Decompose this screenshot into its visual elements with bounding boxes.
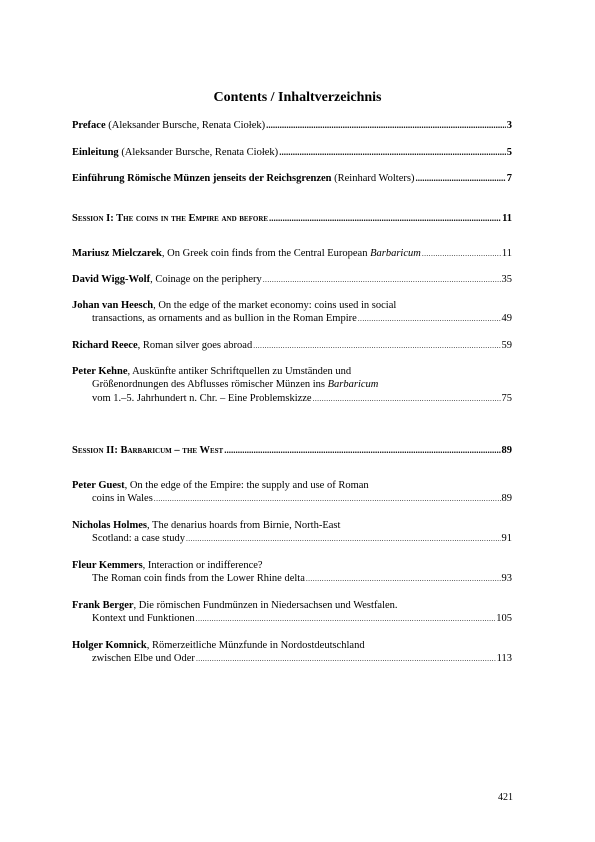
entry-title-continued: Kontext und Funktionen: [92, 613, 195, 625]
dot-leader: [266, 119, 506, 132]
dot-leader: [196, 652, 496, 665]
dot-leader: [196, 612, 496, 625]
entry-title: , On the edge of the Empire: the supply and use of Roman: [124, 480, 369, 491]
entry-title: , Auskünfte antiker Schriftquellen zu Umständen und: [127, 366, 352, 377]
entry-title-continued: transactions, as ornaments and as bullion in the Roman Empire: [92, 313, 357, 325]
dot-leader: [422, 247, 501, 260]
entry-title: Preface: [72, 120, 106, 131]
entry-authors: (Aleksander Bursche, Renata Ciołek): [118, 147, 279, 158]
page-ref: 3: [506, 120, 512, 131]
dot-leader: [224, 444, 500, 457]
dot-leader: [154, 492, 501, 505]
page-ref: 91: [501, 533, 512, 545]
page-ref: 89: [501, 493, 512, 505]
toc-entry[interactable]: [72, 339, 512, 352]
toc-entry[interactable]: [72, 519, 512, 546]
entry-title-italic: Barbaricum: [327, 379, 379, 391]
entry-title-continued: zwischen Elbe und Oder: [92, 653, 195, 665]
page-ref: 11: [502, 213, 512, 224]
page-title: Contents / Inhaltverzeichnis: [213, 90, 382, 105]
entry-title: , On the edge of the market economy: coins used in social: [153, 300, 397, 311]
entry-title-continued: The Roman coin finds from the Lower Rhine delta: [92, 573, 305, 585]
toc-entry[interactable]: [72, 273, 512, 286]
entry-title: , Die römischen Fundmünzen in Niedersachsen und Westfalen.: [133, 600, 398, 611]
toc-entry[interactable]: [72, 299, 512, 326]
entry-author: Richard Reece: [72, 340, 138, 351]
toc-entry[interactable]: [72, 599, 512, 626]
page-ref: 35: [501, 274, 512, 285]
page-ref: 7: [506, 173, 512, 184]
page-ref: 49: [501, 313, 512, 325]
toc-entry[interactable]: [72, 247, 512, 260]
dot-leader: [415, 172, 505, 185]
dot-leader: [269, 212, 501, 225]
entry-author: Peter Guest: [72, 480, 125, 491]
entry-title: , Römerzeitliche Münzfunde in Nordostdeutschland: [146, 640, 365, 651]
entry-author: Fleur Kemmers: [72, 560, 143, 571]
session-label: Session I: The coins in the Empire and before: [72, 213, 269, 224]
dot-leader: [313, 392, 501, 405]
entry-authors: (Aleksander Bursche, Renata Ciołek): [105, 120, 266, 131]
entry-title-continued: vom 1.–5. Jahrhundert n. Chr. – Eine Problemskizze: [92, 392, 312, 404]
page-ref: 75: [501, 392, 512, 404]
toc-entry[interactable]: [72, 559, 512, 586]
entry-title-continued: Scotland: a case study: [92, 533, 186, 545]
page-ref: 113: [496, 653, 512, 665]
entry-title-continued: Größenordnungen des Abflusses römischer Münzen ins: [92, 379, 328, 391]
dot-leader: [358, 312, 501, 325]
dot-leader: [279, 146, 506, 159]
page-ref: 59: [501, 340, 512, 351]
page-ref: 5: [506, 147, 512, 158]
entry-author: Nicholas Holmes: [72, 520, 147, 531]
page-ref: 105: [496, 613, 512, 625]
entry-title: , Roman silver goes abroad: [137, 340, 253, 351]
toc-entry-einfuehrung[interactable]: [72, 172, 512, 185]
entry-title-italic: Barbaricum: [370, 248, 421, 259]
entry-author: Holger Komnick: [72, 640, 147, 651]
entry-title: Einführung Römische Münzen jenseits der Reichsgrenzen: [72, 173, 332, 184]
dot-leader: [253, 339, 500, 352]
toc-entry[interactable]: [72, 639, 512, 666]
entry-title: , Interaction or indifference?: [142, 560, 263, 571]
entry-author: Frank Berger: [72, 600, 134, 611]
dot-leader: [263, 273, 501, 286]
entry-title: , Coinage on the periphery: [150, 274, 262, 285]
entry-author: David Wigg-Wolf: [72, 274, 151, 285]
entry-authors: (Reinhard Wolters): [331, 173, 415, 184]
entry-title: , The denarius hoards from Birnie, North-East: [146, 520, 341, 531]
entry-author: Mariusz Mielczarek: [72, 248, 162, 259]
page-number: 421: [498, 792, 513, 803]
session-label: Session II: Barbaricum – the West: [72, 445, 224, 456]
toc-entry-preface[interactable]: [72, 119, 512, 132]
dot-leader: [186, 532, 500, 545]
session-heading-2[interactable]: [72, 444, 512, 457]
session-heading-1[interactable]: [72, 212, 512, 225]
entry-title: Einleitung: [72, 147, 119, 158]
page-ref: 89: [501, 445, 512, 456]
toc-entry[interactable]: [72, 479, 512, 506]
entry-title-continued: coins in Wales: [92, 493, 153, 505]
toc-entry[interactable]: [72, 365, 512, 405]
page-ref: 11: [501, 248, 512, 259]
toc-entry-einleitung[interactable]: [72, 146, 512, 159]
entry-title: , On Greek coin finds from the Central European: [161, 248, 371, 259]
entry-author: Johan van Heesch: [72, 300, 154, 311]
page-ref: 93: [501, 573, 512, 585]
entry-author: Peter Kehne: [72, 366, 128, 377]
dot-leader: [306, 572, 501, 585]
